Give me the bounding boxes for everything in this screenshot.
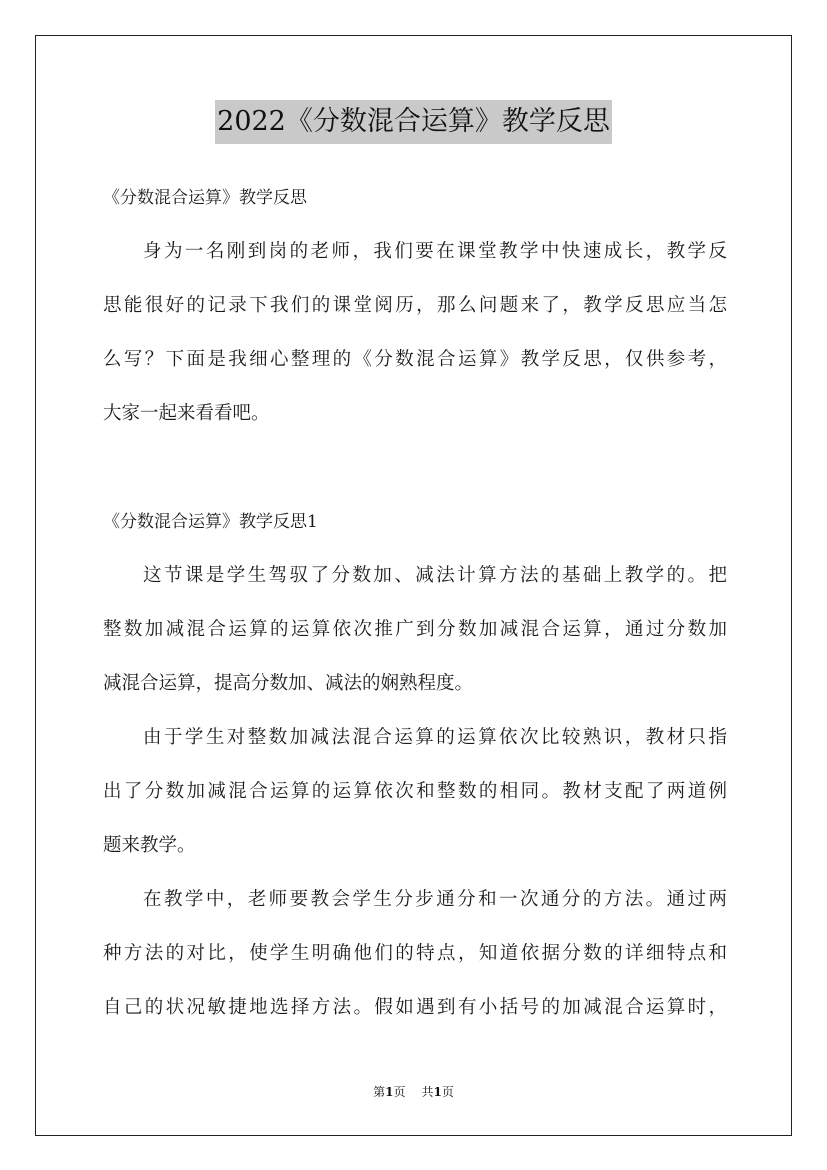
paragraph-line: 减混合运算，提高分数加、减法的娴熟程度。 bbox=[103, 673, 474, 694]
paragraph-line: 自己的状况敏捷地选择方法。假如遇到有小括号的加减混合运算时， bbox=[103, 997, 727, 1018]
paragraph-line: 种方法的对比，使学生明确他们的特点，知道依据分数的详细特点和 bbox=[103, 943, 727, 964]
intro-line: 身为一名刚到岗的老师，我们要在课堂教学中快速成长，教学反 bbox=[143, 241, 727, 262]
paragraph-line: 题来教学。 bbox=[103, 835, 196, 856]
section-heading-1: 《分数混合运算》教学反思1 bbox=[103, 512, 318, 532]
document-body bbox=[103, 171, 727, 1035]
page-number: 1 bbox=[385, 1085, 394, 1099]
total-pages: 1 bbox=[433, 1085, 442, 1099]
intro-heading: 《分数混合运算》教学反思 bbox=[103, 188, 307, 208]
section-gap bbox=[103, 441, 727, 495]
paragraph-line: 这节课是学生驾驭了分数加、减法计算方法的基础上教学的。把 bbox=[143, 565, 727, 586]
title-wrap bbox=[0, 100, 827, 144]
page-suffix: 页 bbox=[393, 1085, 406, 1099]
page-footer bbox=[0, 1083, 827, 1100]
total-prefix: 共 bbox=[421, 1085, 434, 1099]
intro-line: 大家一起来看看吧。 bbox=[103, 403, 270, 424]
total-suffix: 页 bbox=[441, 1085, 454, 1099]
paragraph-line: 由于学生对整数加减法混合运算的运算依次比较熟识，教材只指 bbox=[143, 727, 727, 748]
intro-line: 么写？下面是我细心整理的《分数混合运算》教学反思，仅供参考， bbox=[103, 349, 727, 370]
intro-line: 思能很好的记录下我们的课堂阅历，那么问题来了，教学反思应当怎 bbox=[103, 295, 727, 316]
paragraph-line: 在教学中，老师要教会学生分步通分和一次通分的方法。通过两 bbox=[143, 889, 727, 910]
paragraph-line: 出了分数加减混合运算的运算依次和整数的相同。教材支配了两道例 bbox=[103, 781, 727, 802]
page-prefix: 第 bbox=[373, 1085, 386, 1099]
document-title: 2022《分数混合运算》教学反思 bbox=[215, 100, 612, 144]
paragraph-line: 整数加减混合运算的运算依次推广到分数加减混合运算，通过分数加 bbox=[103, 619, 727, 640]
